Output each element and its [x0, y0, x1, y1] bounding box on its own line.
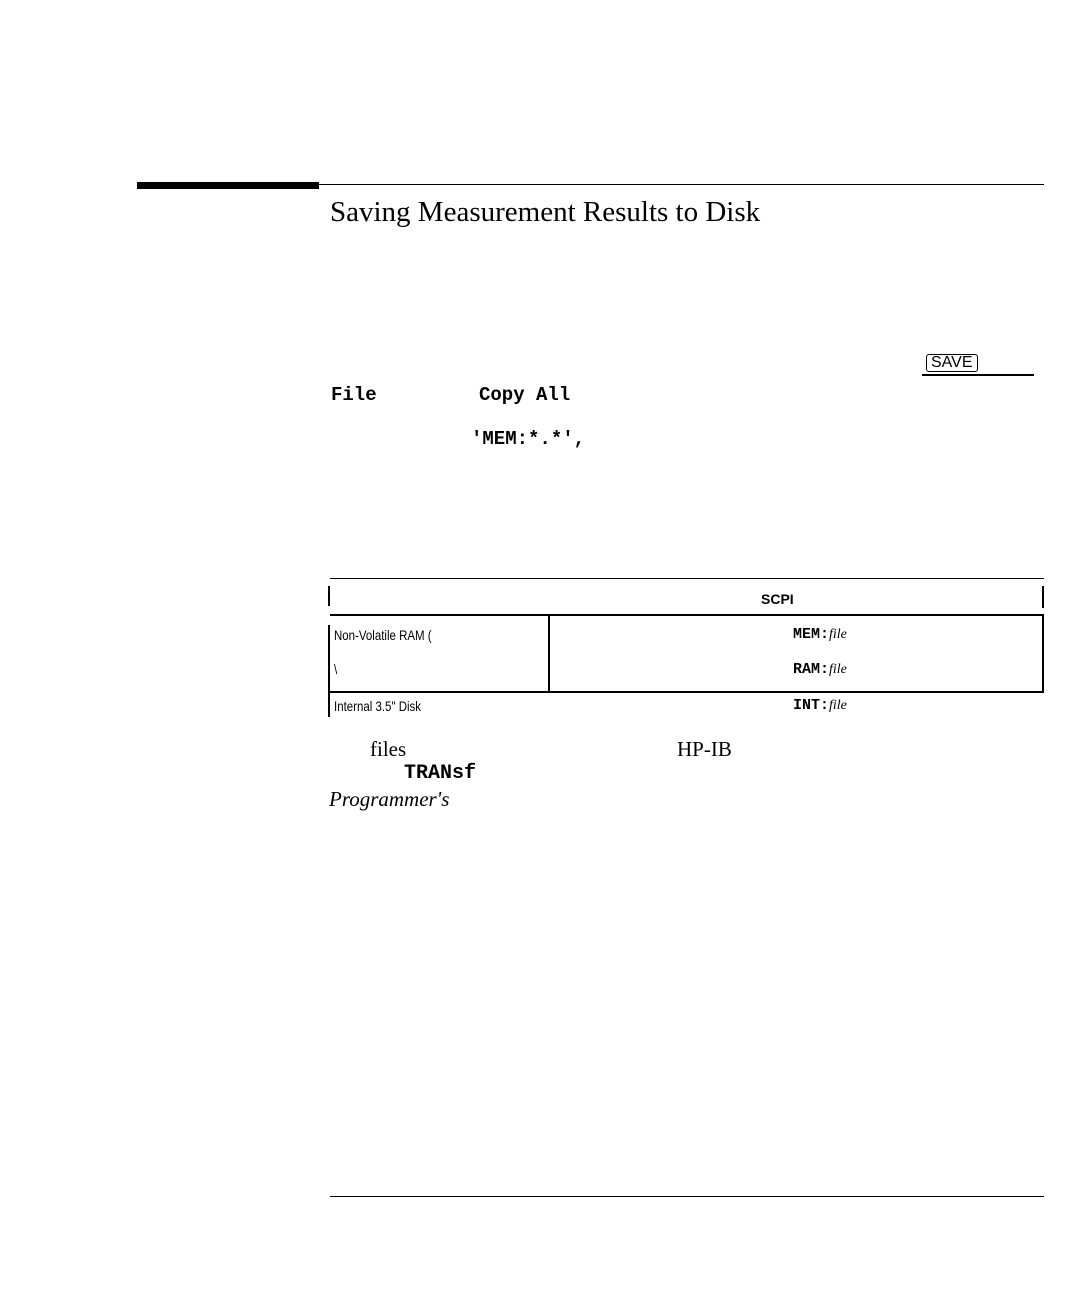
copy-all-softkey: Copy All	[479, 384, 571, 406]
table-row-device: Internal 3.5" Disk	[334, 698, 422, 714]
table-left-border	[328, 586, 330, 606]
table-header-scpi: SCPI	[761, 591, 794, 607]
table-header-border	[330, 614, 1044, 616]
save-key-label: SAVE	[926, 354, 978, 372]
table-row-device: Non-Volatile RAM (	[334, 627, 432, 643]
table-row-prefix: INT:file	[793, 697, 847, 714]
table-bottom-border	[330, 691, 1044, 693]
header-rule	[319, 184, 1044, 185]
table-right-border	[1042, 586, 1044, 608]
section-title: Saving Measurement Results to Disk	[330, 196, 761, 228]
table-left-border-body	[328, 625, 330, 717]
table-row-device: \	[334, 661, 338, 677]
footer-rule	[330, 1196, 1044, 1197]
chapter-marker-rule	[137, 182, 319, 189]
table-row-prefix: RAM:file	[793, 661, 847, 678]
table-column-separator	[548, 614, 550, 693]
file-softkey: File	[331, 384, 377, 406]
note-command-transf: TRANsf	[404, 762, 477, 785]
scpi-argument: 'MEM:*.*',	[471, 428, 586, 450]
note-guide-word: Programmer's	[329, 787, 450, 811]
note-word-hpib: HP-IB	[677, 737, 732, 761]
table-top-border	[330, 578, 1044, 579]
table-right-border-body	[1042, 614, 1044, 693]
save-key	[922, 354, 1034, 376]
note-word-files: files	[370, 737, 407, 761]
table-row-prefix: MEM:file	[793, 626, 847, 643]
